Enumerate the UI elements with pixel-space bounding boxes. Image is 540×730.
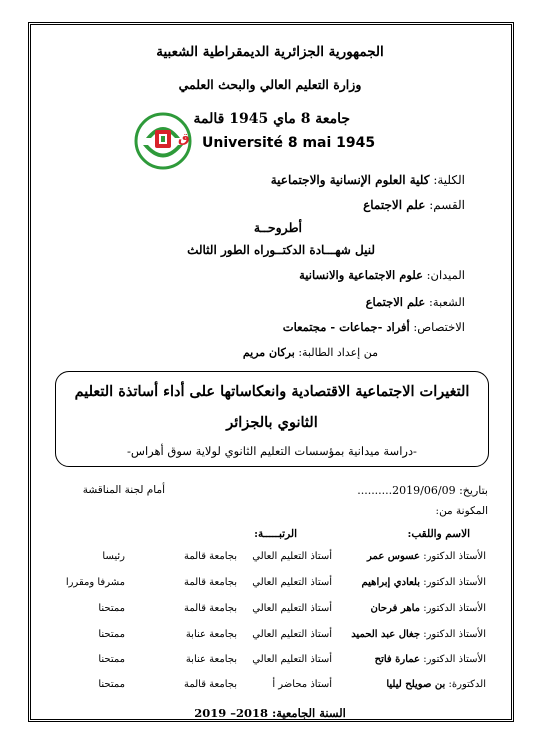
member-title: الأستاذ الدكتور:	[423, 551, 486, 562]
member-rank: أستاذ محاضر أ	[272, 679, 332, 690]
student-name: بركان مريم	[242, 346, 295, 359]
faculty-row	[271, 173, 465, 187]
faculty-label: الكلية:	[433, 173, 465, 187]
specialty-label: الاختصاص:	[413, 320, 465, 334]
member-title: الدكتورة:	[448, 679, 486, 690]
member-university: بجامعة قالمة	[183, 551, 237, 562]
defense-date-value: 2019/06/09..........	[357, 484, 456, 497]
column-name-header: الاسم واللقب:	[407, 528, 470, 540]
defense-date-row	[357, 484, 488, 497]
department-label: القسم:	[429, 198, 465, 212]
member-university: بجامعة قالمة	[183, 603, 237, 614]
university-logo-icon	[134, 112, 192, 170]
field-value: علوم الاجتماعية والانسانية	[299, 268, 423, 282]
member-name: ماهر فرحان	[370, 603, 421, 614]
thesis-title-box	[55, 371, 489, 467]
member-name: جغال عبد الحميد	[351, 629, 421, 640]
student-label: من إعداد الطالبة:	[298, 346, 378, 359]
member-title: الأستاذ الدكتور:	[423, 654, 486, 665]
student-row	[243, 346, 378, 359]
member-title: الأستاذ الدكتور:	[423, 629, 486, 640]
thesis-subtitle: -دراسة ميدانية بمؤسسات التعليم الثانوي لولاية سوق أهراس-	[127, 444, 417, 458]
republic-heading: الجمهورية الجزائرية الديمقراطية الشعبية	[156, 44, 384, 60]
branch-label: الشعبة:	[428, 295, 465, 309]
thesis-degree: لنيل شهـــادة الدكتــوراه الطور الثالث	[187, 243, 375, 257]
member-rank: أستاذ التعليم العالي	[252, 551, 332, 562]
specialty-row	[283, 320, 465, 334]
university-name-fr: Université 8 mai 1945	[202, 135, 376, 151]
branch-row	[366, 295, 465, 309]
academic-year: السنة الجامعية: 2018– 2019	[194, 706, 346, 720]
department-row	[363, 198, 465, 212]
specialty-value: أفراد -جماعات - مجتمعات	[282, 320, 410, 334]
column-rank-header: الرتبـــــة:	[254, 528, 297, 540]
faculty-value: كلية العلوم الإنسانية والاجتماعية	[270, 173, 430, 187]
defense-date-label: بتاريخ:	[459, 484, 488, 497]
member-name: بن صويلح ليليا	[386, 679, 446, 690]
field-label: الميدان:	[426, 268, 465, 282]
member-name: بلعادي إبراهيم	[361, 577, 421, 588]
member-title: الأستاذ الدكتور:	[423, 603, 486, 614]
member-university: بجامعة عنابة	[185, 654, 237, 665]
member-role: مشرفا ومقررا	[65, 577, 125, 588]
member-rank: أستاذ التعليم العالي	[252, 654, 332, 665]
member-role: ممتحنا	[98, 629, 125, 640]
member-role: رئيسا	[102, 551, 125, 562]
university-name-ar: جامعة 8 ماي 1945 قالمة	[193, 111, 350, 127]
field-row	[299, 268, 465, 282]
composed-label: المكونة من:	[435, 505, 488, 517]
ministry-heading: وزارة التعليم العالي والبحث العلمي	[178, 77, 362, 92]
member-role: ممتحنا	[98, 654, 125, 665]
member-role: ممتحنا	[98, 679, 125, 690]
thesis-type: أطروحــة	[253, 220, 302, 235]
logo-letter: ق	[178, 131, 190, 146]
member-rank: أستاذ التعليم العالي	[252, 603, 332, 614]
member-name: عمارة فاتح	[374, 654, 421, 665]
thesis-title-line2: الثانوي بالجزائر	[226, 414, 318, 431]
member-role: ممتحنا	[98, 603, 125, 614]
thesis-title-line1: التغيرات الاجتماعية الاقتصادية وانعكاساتها على أداء أساتذة التعليم	[74, 383, 470, 400]
member-university: بجامعة عنابة	[185, 629, 237, 640]
department-value: علم الاجتماع	[363, 198, 426, 212]
member-title: الأستاذ الدكتور:	[423, 577, 486, 588]
committee-label: أمام لجنة المناقشة	[82, 484, 165, 496]
member-university: بجامعة قالمة	[183, 679, 237, 690]
member-name: عسوس عمر	[367, 551, 421, 562]
branch-value: علم الاجتماع	[365, 295, 426, 309]
member-rank: أستاذ التعليم العالي	[252, 577, 332, 588]
member-university: بجامعة قالمة	[183, 577, 237, 588]
member-rank: أستاذ التعليم العالي	[252, 629, 332, 640]
